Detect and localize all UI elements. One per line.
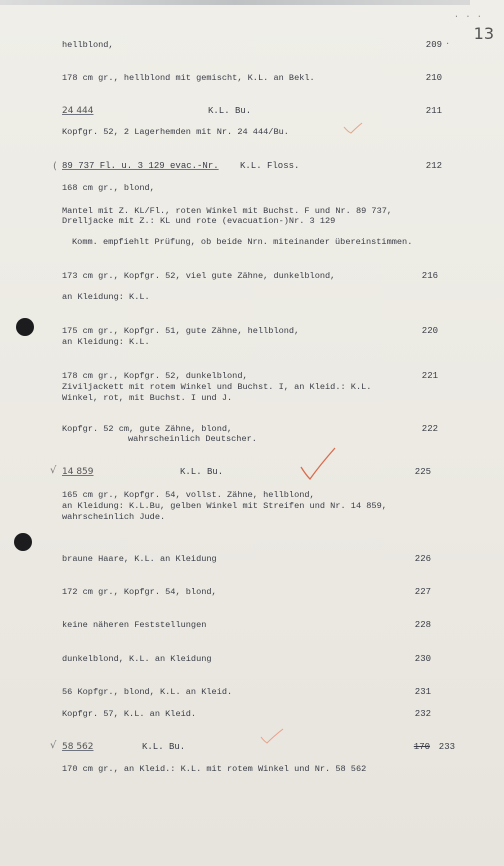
entry-233-number: 233: [438, 742, 455, 752]
entry-231-line-1: 56 Kopfgr., blond, K.L. an Kleid.: [62, 687, 233, 697]
entry-212-line-4: Komm. empfiehlt Prüfung, ob beide Nrn. miteinander übereinstimmen.: [72, 237, 413, 247]
entry-209-line-1: hellblond,: [62, 40, 114, 50]
page-dots: ···: [453, 12, 488, 22]
punch-hole-upper: [16, 318, 34, 336]
entry-221-line-1: 178 cm gr., Kopfgr. 52, dunkelblond,: [62, 371, 248, 381]
entry-233-line-1: 170 cm gr., an Kleid.: K.L. mit rotem Winkel und Nr. 58 562: [62, 764, 367, 774]
entry-221-line-2: Ziviljackett mit rotem Winkel und Buchst. I, an Kleid.: K.L.: [62, 382, 372, 392]
entry-209-number: 209: [425, 40, 442, 50]
entry-212-line-2: Mantel mit Z. KL/Fl., roten Winkel mit Buchst. F und Nr. 89 737,: [62, 206, 393, 216]
margin-mark: ·: [446, 39, 450, 50]
entry-230-line-1: dunkelblond, K.L. an Kleidung: [62, 654, 212, 664]
entry-211-camp-tag: K.L. Bu.: [208, 106, 252, 116]
entry-210-line-1: 178 cm gr., hellblond mit gemischt, K.L. an Bekl.: [62, 73, 315, 83]
entry-212-line-3: Drelljacke mit Z.: KL und rote (evacuation-)Nr. 3 129: [62, 216, 336, 226]
entry-228-number: 228: [414, 620, 431, 630]
checkmark-icon: [343, 122, 363, 134]
entry-226-number: 226: [414, 554, 431, 564]
entry-221-number: 221: [421, 371, 438, 381]
entry-210-number: 210: [425, 73, 442, 83]
entry-227-number: 227: [414, 587, 431, 597]
entry-233-reference: 58 562: [62, 742, 94, 752]
entry-233-struck-number: 170: [413, 742, 430, 752]
entry-220-line-1: 175 cm gr., Kopfgr. 51, gute Zähne, hellblond,: [62, 326, 300, 336]
entry-225-reference: 14 859: [62, 467, 94, 477]
entry-216-number: 216: [421, 271, 438, 281]
margin-mark: √: [50, 465, 57, 476]
scan-edge: [0, 0, 470, 5]
entry-221-line-3: Winkel, rot, mit Buchst. I und J.: [62, 393, 233, 403]
entry-225-number: 225: [414, 467, 431, 477]
entry-212-camp-tag: K.L. Floss.: [240, 161, 300, 171]
entry-211-reference: 24 444: [62, 106, 94, 116]
entry-232-number: 232: [414, 709, 431, 719]
checkmark-icon: [300, 447, 336, 481]
entry-230-number: 230: [414, 654, 431, 664]
entry-228-line-1: keine näheren Feststellungen: [62, 620, 207, 630]
entry-222-line-2: wahrscheinlich Deutscher.: [128, 434, 257, 444]
entry-220-line-2: an Kleidung: K.L.: [62, 337, 150, 347]
entry-220-number: 220: [421, 326, 438, 336]
entry-225-line-1: 165 cm gr., Kopfgr. 54, vollst. Zähne, hellblond,: [62, 490, 315, 500]
entry-233-camp-tag: K.L. Bu.: [142, 742, 186, 752]
page-number: 13: [473, 24, 494, 43]
entry-211-line-1: Kopfgr. 52, 2 Lagerhemden mit Nr. 24 444/Bu.: [62, 127, 289, 137]
entry-216-line-1: 173 cm gr., Kopfgr. 52, viel gute Zähne, dunkelblond,: [62, 271, 336, 281]
entry-222-number: 222: [421, 424, 438, 434]
entry-225-line-2: an Kleidung: K.L.Bu, gelben Winkel mit Streifen und Nr. 14 859,: [62, 501, 387, 511]
margin-mark: √: [50, 740, 57, 751]
entry-226-line-1: braune Haare, K.L. an Kleidung: [62, 554, 217, 564]
punch-hole-lower: [14, 533, 32, 551]
entry-231-number: 231: [414, 687, 431, 697]
entry-227-line-1: 172 cm gr., Kopfgr. 54, blond,: [62, 587, 217, 597]
entry-212-line-1: 168 cm gr., blond,: [62, 183, 155, 193]
entry-225-camp-tag: K.L. Bu.: [180, 467, 224, 477]
entry-212-reference: 89 737 Fl. u. 3 129 evac.-Nr.: [62, 161, 219, 171]
checkmark-icon: [260, 728, 284, 744]
entry-232-line-1: Kopfgr. 57, K.L. an Kleid.: [62, 709, 197, 719]
margin-mark: (: [53, 161, 57, 172]
entry-216-line-2: an Kleidung: K.L.: [62, 292, 150, 302]
entry-222-line-1: Kopfgr. 52 cm, gute Zähne, blond,: [62, 424, 233, 434]
entry-211-number: 211: [425, 106, 442, 116]
entry-225-line-3: wahrscheinlich Jude.: [62, 512, 166, 522]
entry-212-number: 212: [425, 161, 442, 171]
